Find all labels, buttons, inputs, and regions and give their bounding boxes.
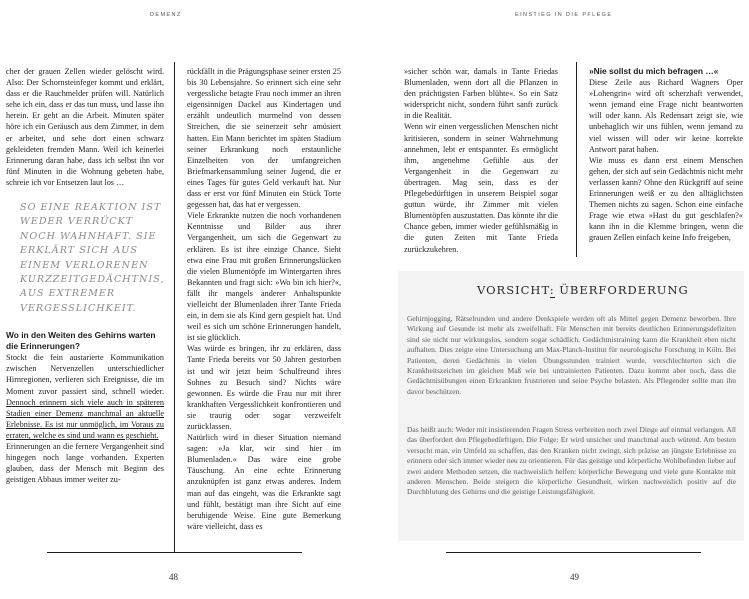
paragraph <box>6 352 164 441</box>
right-page-column-1 <box>404 66 558 255</box>
page-number-left: 48 <box>169 572 178 582</box>
title-prefix: VORSICHT <box>477 283 550 297</box>
footer-rule-left <box>47 552 302 553</box>
underlined-text: Dennoch erinnern sich viele auch in späteren Stadien einer Demenz manchmal an aktuelle Erlebnisse. Es ist nur unmöglich, im Voraus zu erraten, welche es sind und wann es geschieht. <box>6 397 164 440</box>
caution-box-title <box>477 283 689 297</box>
title-rest: ÜBERFORDERUNG <box>554 283 689 297</box>
paragraph: rückfällt in die Prägungsphase seiner ersten 25 bis 30 Lebensjahre. So erinnert sich eine sehr vergessliche betagte Frau noch immer an ihren eigensinnigen Dackel aus Kindertagen und erzählt undeutlich murmelnd von dessen Streichen, die sie seinerzeit sehr amüsiert hatten. Ein Mann berichtet im späten Stadium seiner Erkrankung noch erstaunliche Einzelheiten von der umfangreichen Briefmarkensammlung seiner Jugend, die er eines Tages für gutes Geld verkauft hat. Nur dass er erst vor fünf Minuten ein Stück Torte gegessen hat, das hat er vergessen. <box>187 67 341 210</box>
paragraph: cher der grauen Zellen wieder gelöscht wird. Also: Der Schornsteinfeger kommt und erklärt, dass er die Rauchmelder prüfen will. Natürlich sehe ich ein, dass er das tun muss, und lasse ihn herein. Er geht an die Arbeit. Minuten später höre ich ein Geräusch aus dem Zimmer, in dem er arbeitet, und sehe dort einen schwarz gekleideten fremden Mann. Weil ich keinerlei Erinnerung daran habe, dass ich selbst ihn vor fünf Minuten in die Wohnung gebeten habe, schreie ich vor Entsetzen laut los … <box>6 67 164 187</box>
column-divider <box>576 62 577 257</box>
paragraph: Erinnerungen an die fernere Vergangenheit sind hingegen noch lange vorhanden. Experten glauben, dass der Mensch mit Beginn des geistigen Abbaus immer weiter zu- <box>6 442 164 485</box>
paragraph: »sicher schön war, damals in Tante Friedas Blumenladen, wenn dort all die Pflanzen in den prächtigsten Farben blühte«. So ein Satz widerspricht nicht, sondern führt sanft zurück in die Realität. <box>404 67 558 121</box>
paragraph: Wie muss es dann erst einem Menschen gehen, der sich auf sein Gedächtnis nicht mehr verlassen kann? Ohne den Rückgriff auf seine Erinnerungen weiß er zu den alltäglichsten Themen nichts zu sagen. Schon eine einfache Frage wie etwa »Hast du gut geschlafen?« kann ihn in die Klemme bringen, wenn die grauen Zellen einfach keine Info freigeben, <box>589 155 743 243</box>
column-divider <box>174 62 175 552</box>
right-page-column-2 <box>589 66 743 244</box>
caution-box <box>398 271 744 541</box>
pull-quote: SO EINE REAKTION IST WEDER VERRÜCKT NOCH WAHNHAFT. SIE ERKLÄRT SICH AUS EINEM VERLORENEN KURZZEITGEDÄCHTNIS, AUS EXTREMER VERGESSLICHKEIT. <box>20 202 165 314</box>
paragraph: Was würde es bringen, ihr zu erklären, dass Tante Frieda bereits vor 50 Jahren gestorben ist und wir jetzt beim Schulfreund ihres Sohnes zu Besuch sind? Nichts wäre gewonnen. Es würde die Frau nur mit ihrer krankhaften Vergesslichkeit konfrontieren und sie traurig oder sogar verzweifelt zurücklassen. <box>187 344 341 431</box>
paragraph: Natürlich wird in dieser Situation niemand sagen: »Ja klar, wir sind hier im Blumenladen.« Das wäre eine grobe Täuschung. An eine echte Erinnerung anzuknüpfen ist ganz etwas anderes. Indem man auf das eingeht, was die Erkrankte sagt und fühlt, bestätigt man ihre Sicht auf eine beruhigende Weise. Eine gute Bemerkung wäre vielleicht, dass es <box>187 433 341 531</box>
title-colon: : <box>549 283 555 297</box>
footer-rule-right <box>446 552 701 553</box>
caution-box-paragraph-2: Das heißt auch: Weder mit insistierenden Fragen Stress verbreiten noch zwei Dinge auf einmal verlangen. All das überfordert den Pflegebedürftigen. Die Folge: Er wird unsicher und manchmal auch wütend. Am besten versucht man, ein Umfeld zu schaffen, das den Kranken nicht zwingt, sich präzise an jüngste Erlebnisse zu erinnern oder sich immer wieder neu zu orientieren. Für das geistige und körperliche Wohlbefinden lieber auf zwei andere Methoden setzen, die nachweislich helfen: körperliche Bewegung und viele gute Kontakte mit anderen Menschen. Beide steigern die körperliche Gesundheit, wirken nachweislich positiv auf die Durchblutung des Gehirns und die geistige Leistungsfähigkeit. <box>407 425 736 497</box>
paragraph: Viele Erkrankte nutzen die noch vorhandenen Kenntnisse und Bilder aus ihrer Vergangenheit, um sich die Gegenwart zu erklären. Es ist ihre einzige Chance. Sieht etwa eine Frau mit großen Erinnerungslücken die vielen Blumentöpfe im Wintergarten ihres Bekannten und fragt sich: »Wo bin ich hier?«, fällt ihr mangels anderer Anhaltspunkte vielleicht der Blumenladen ihrer Tante Frieda ein, in dem sie als Kind gern gespielt hat. Und weil es sich um schöne Erinnerungen handelt, ist sie glücklich. <box>187 211 341 343</box>
running-head-left: DEMENZ <box>150 12 182 18</box>
page-number-right: 49 <box>570 572 579 582</box>
sidebar-heading: »Nie sollst du mich befragen …« <box>589 66 719 76</box>
paragraph-text: Stockt die fein austarierte Kommunikation zwischen Nervenzellen unterschiedlicher Hirnregionen, verlieren sich Ereignisse, die im Moment zuvor passiert sind, schnell wieder. <box>6 353 164 396</box>
left-page-column-1 <box>6 66 164 485</box>
caution-box-paragraph-1: Gehirnjogging, Rätselrunden und andere Denkspiele werden oft als Mittel gegen Demenz beworben. Ihre Wirkung auf Gesunde ist mehr als zweifelhaft. Für Menschen mit bereits deutlichen Erinnerungsdefiziten sind sie nicht nur wirkungslos, sondern sogar schädlich. Gedächtnistraining kann die Krankheit eben nicht aufhalten. Dies zeigte eine Untersuchung am Max-Planck-Institut für neurologische Forschung in Köln. Bei Patienten, deren Gedächtnis in vielen Übungsstunden trainiert wurde, verschlechterten sich die Krankheitszeichen im gleichen Maß wie bei untrainierten Patienten. Dazu kommt aber noch, dass die Gedächtnisübungen einen Erkrankten frustrieren und seine Psyche belasten. Als Pflegender sollte man ihn davor beschützen. <box>407 314 736 396</box>
running-head-right: EINSTIEG IN DIE PFLEGE <box>515 12 613 18</box>
section-subheading: Wo in den Weiten des Gehirns warten die Erinnerungen? <box>6 330 156 352</box>
paragraph: Diese Zeile aus Richard Wagners Oper »Lohengrin« wird oft scherzhaft verwendet, wenn jemand eine Frage nicht beantworten will oder kann. Als Redensart zeigt sie, wie unbehaglich wir uns fühlen, wenn jemand zu viel wissen will oder wir keine korrekte Antwort parat haben. <box>589 78 743 154</box>
left-page-column-2 <box>187 66 341 532</box>
paragraph: Wenn wir einen vergesslichen Menschen nicht kritisieren, sondern in seiner Wahrnehmung annehmen, lebt er entspannter. Es ermöglicht ihm, angenehme Gefühle aus der Vergangenheit in die Gegenwart zu übertragen. Mag sein, dass es der Pflegebedürftigen in unserem Beispiel sogar guttun würde, ihr Zimmer mit vielen Blumentöpfen auszustatten. Das könnte ihr die Chance geben, immer wieder gefühlsmäßig in die guten Zeiten mit Tante Frieda zurückzukehren. <box>404 122 558 254</box>
